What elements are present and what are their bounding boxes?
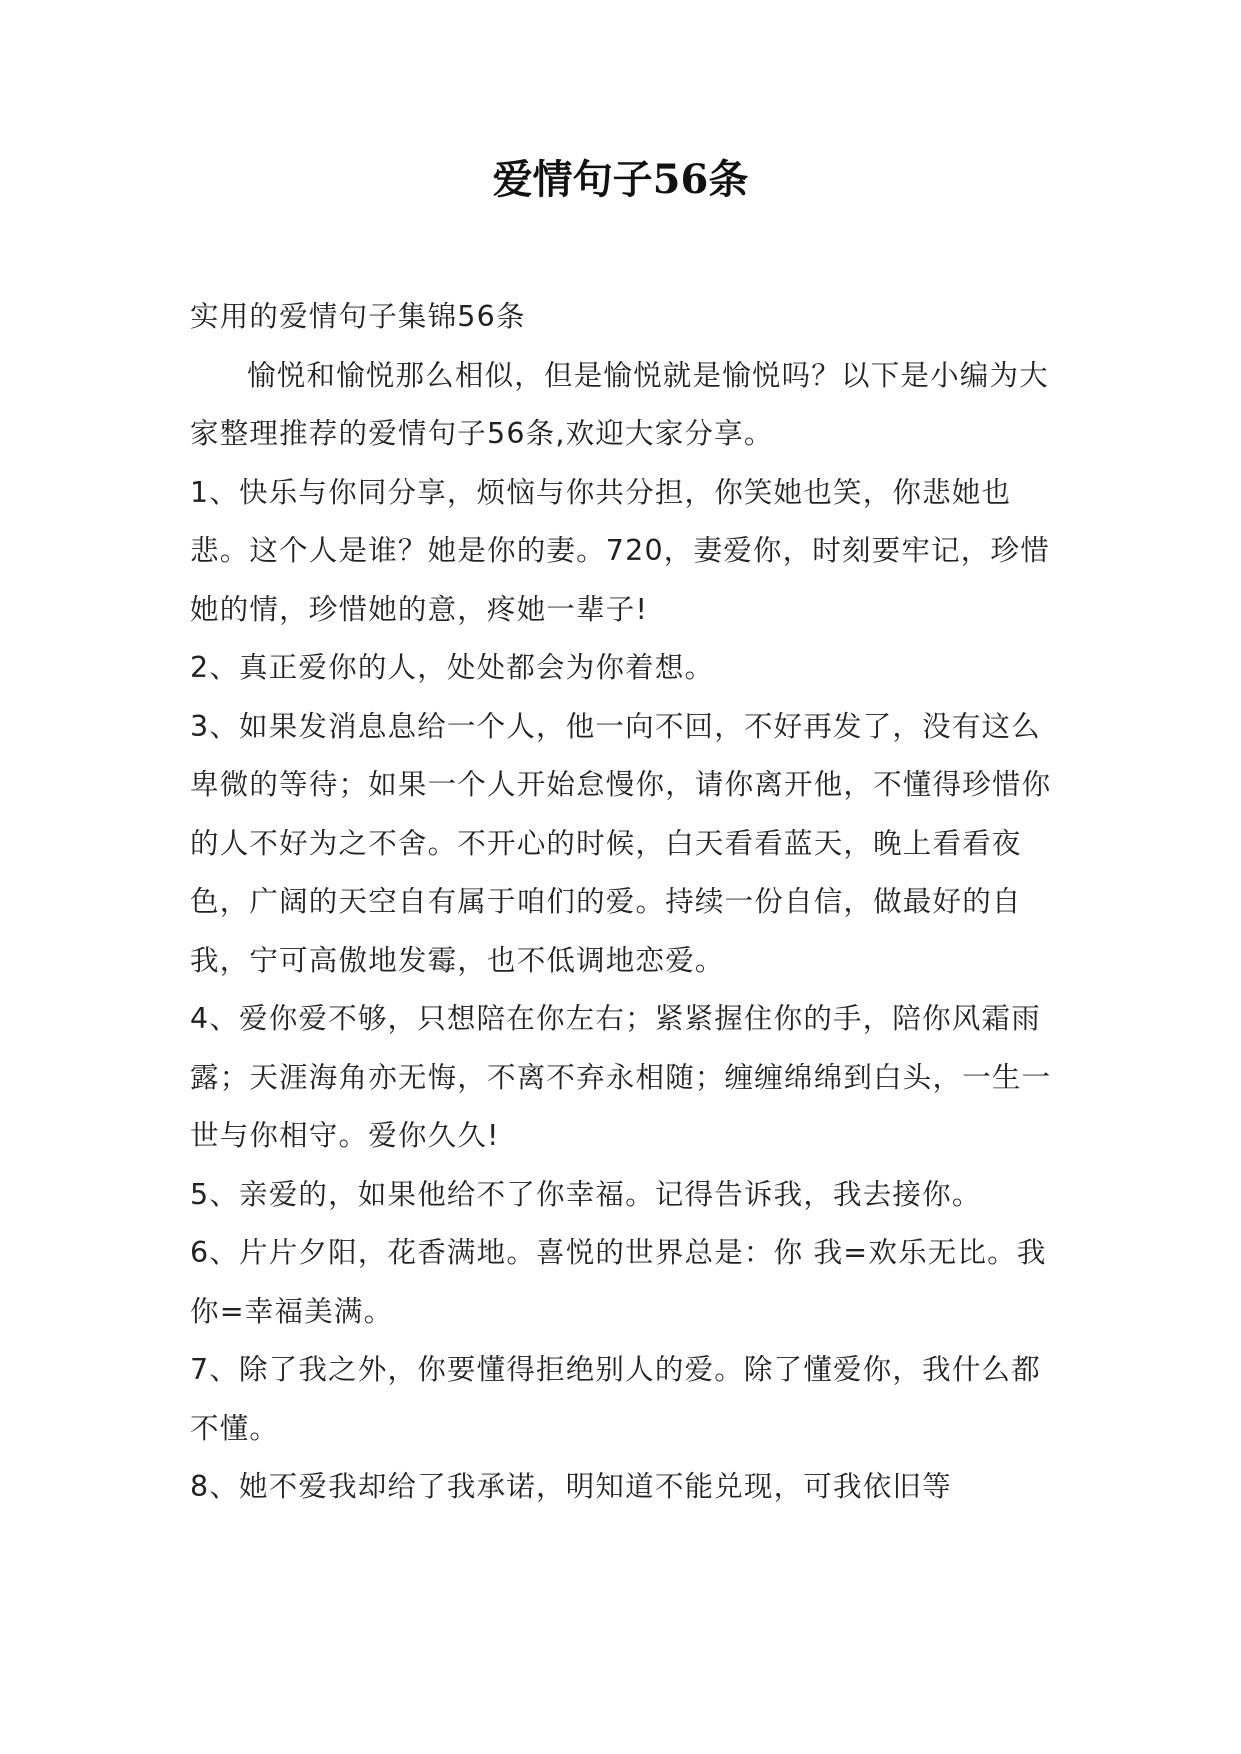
quote-paragraph-3: 3、如果发消息息给一个人，他一向不回，不好再发了，没有这么卑微的等待；如果一个人开始怠慢你，请你离开他，不懂得珍惜你的人不好为之不舍。不开心的时候，白天看看蓝天，晚上看看夜色，广阔的天空自有属于咱们的爱。持续一份自信，做最好的自我，宁可高傲地发霉，也不低调地恋爱。 [190, 709, 1052, 977]
document-title: 爱情句子56条 [492, 156, 749, 203]
quote-paragraph-6: 6、片片夕阳，花香满地。喜悦的世界总是：你 我=欢乐无比。我 你=幸福美满。 [190, 1236, 1047, 1328]
quote-paragraph-2: 2、真正爱你的人，处处都会为你着想。 [190, 651, 715, 684]
quote-paragraph-5: 5、亲爱的，如果他给不了你幸福。记得告诉我，我去接你。 [190, 1177, 982, 1211]
document-body [190, 288, 1062, 1517]
quote-paragraph-8: 8、她不爱我却给了我承诺，明知道不能兑现，可我依旧等 [190, 1470, 952, 1503]
quote-paragraph-1: 1、快乐与你同分享，烦恼与你共分担，你笑她也笑，你悲她也悲。这个人是谁？她是你的妻。720，妻爱你，时刻要牢记，珍惜她的情，珍惜她的意，疼她一辈子! [190, 475, 1050, 626]
quote-paragraph-4: 4、爱你爱不够，只想陪在你左右；紧紧握住你的手，陪你风霜雨露；天涯海角亦无悔，不离不弃永相随；缠缠绵绵到白头，一生一世与你相守。爱你久久! [190, 1002, 1052, 1152]
quote-paragraph-7: 7、除了我之外，你要懂得拒绝别人的爱。除了懂爱你，我什么都不懂。 [190, 1353, 1041, 1445]
intro-paragraph: 愉悦和愉悦那么相似，但是愉悦就是愉悦吗？以下是小编为大家整理推荐的爱情句子56条,欢迎大家分享。 [190, 358, 1049, 450]
subtitle-paragraph: 实用的爱情句子集锦56条 [190, 300, 526, 333]
